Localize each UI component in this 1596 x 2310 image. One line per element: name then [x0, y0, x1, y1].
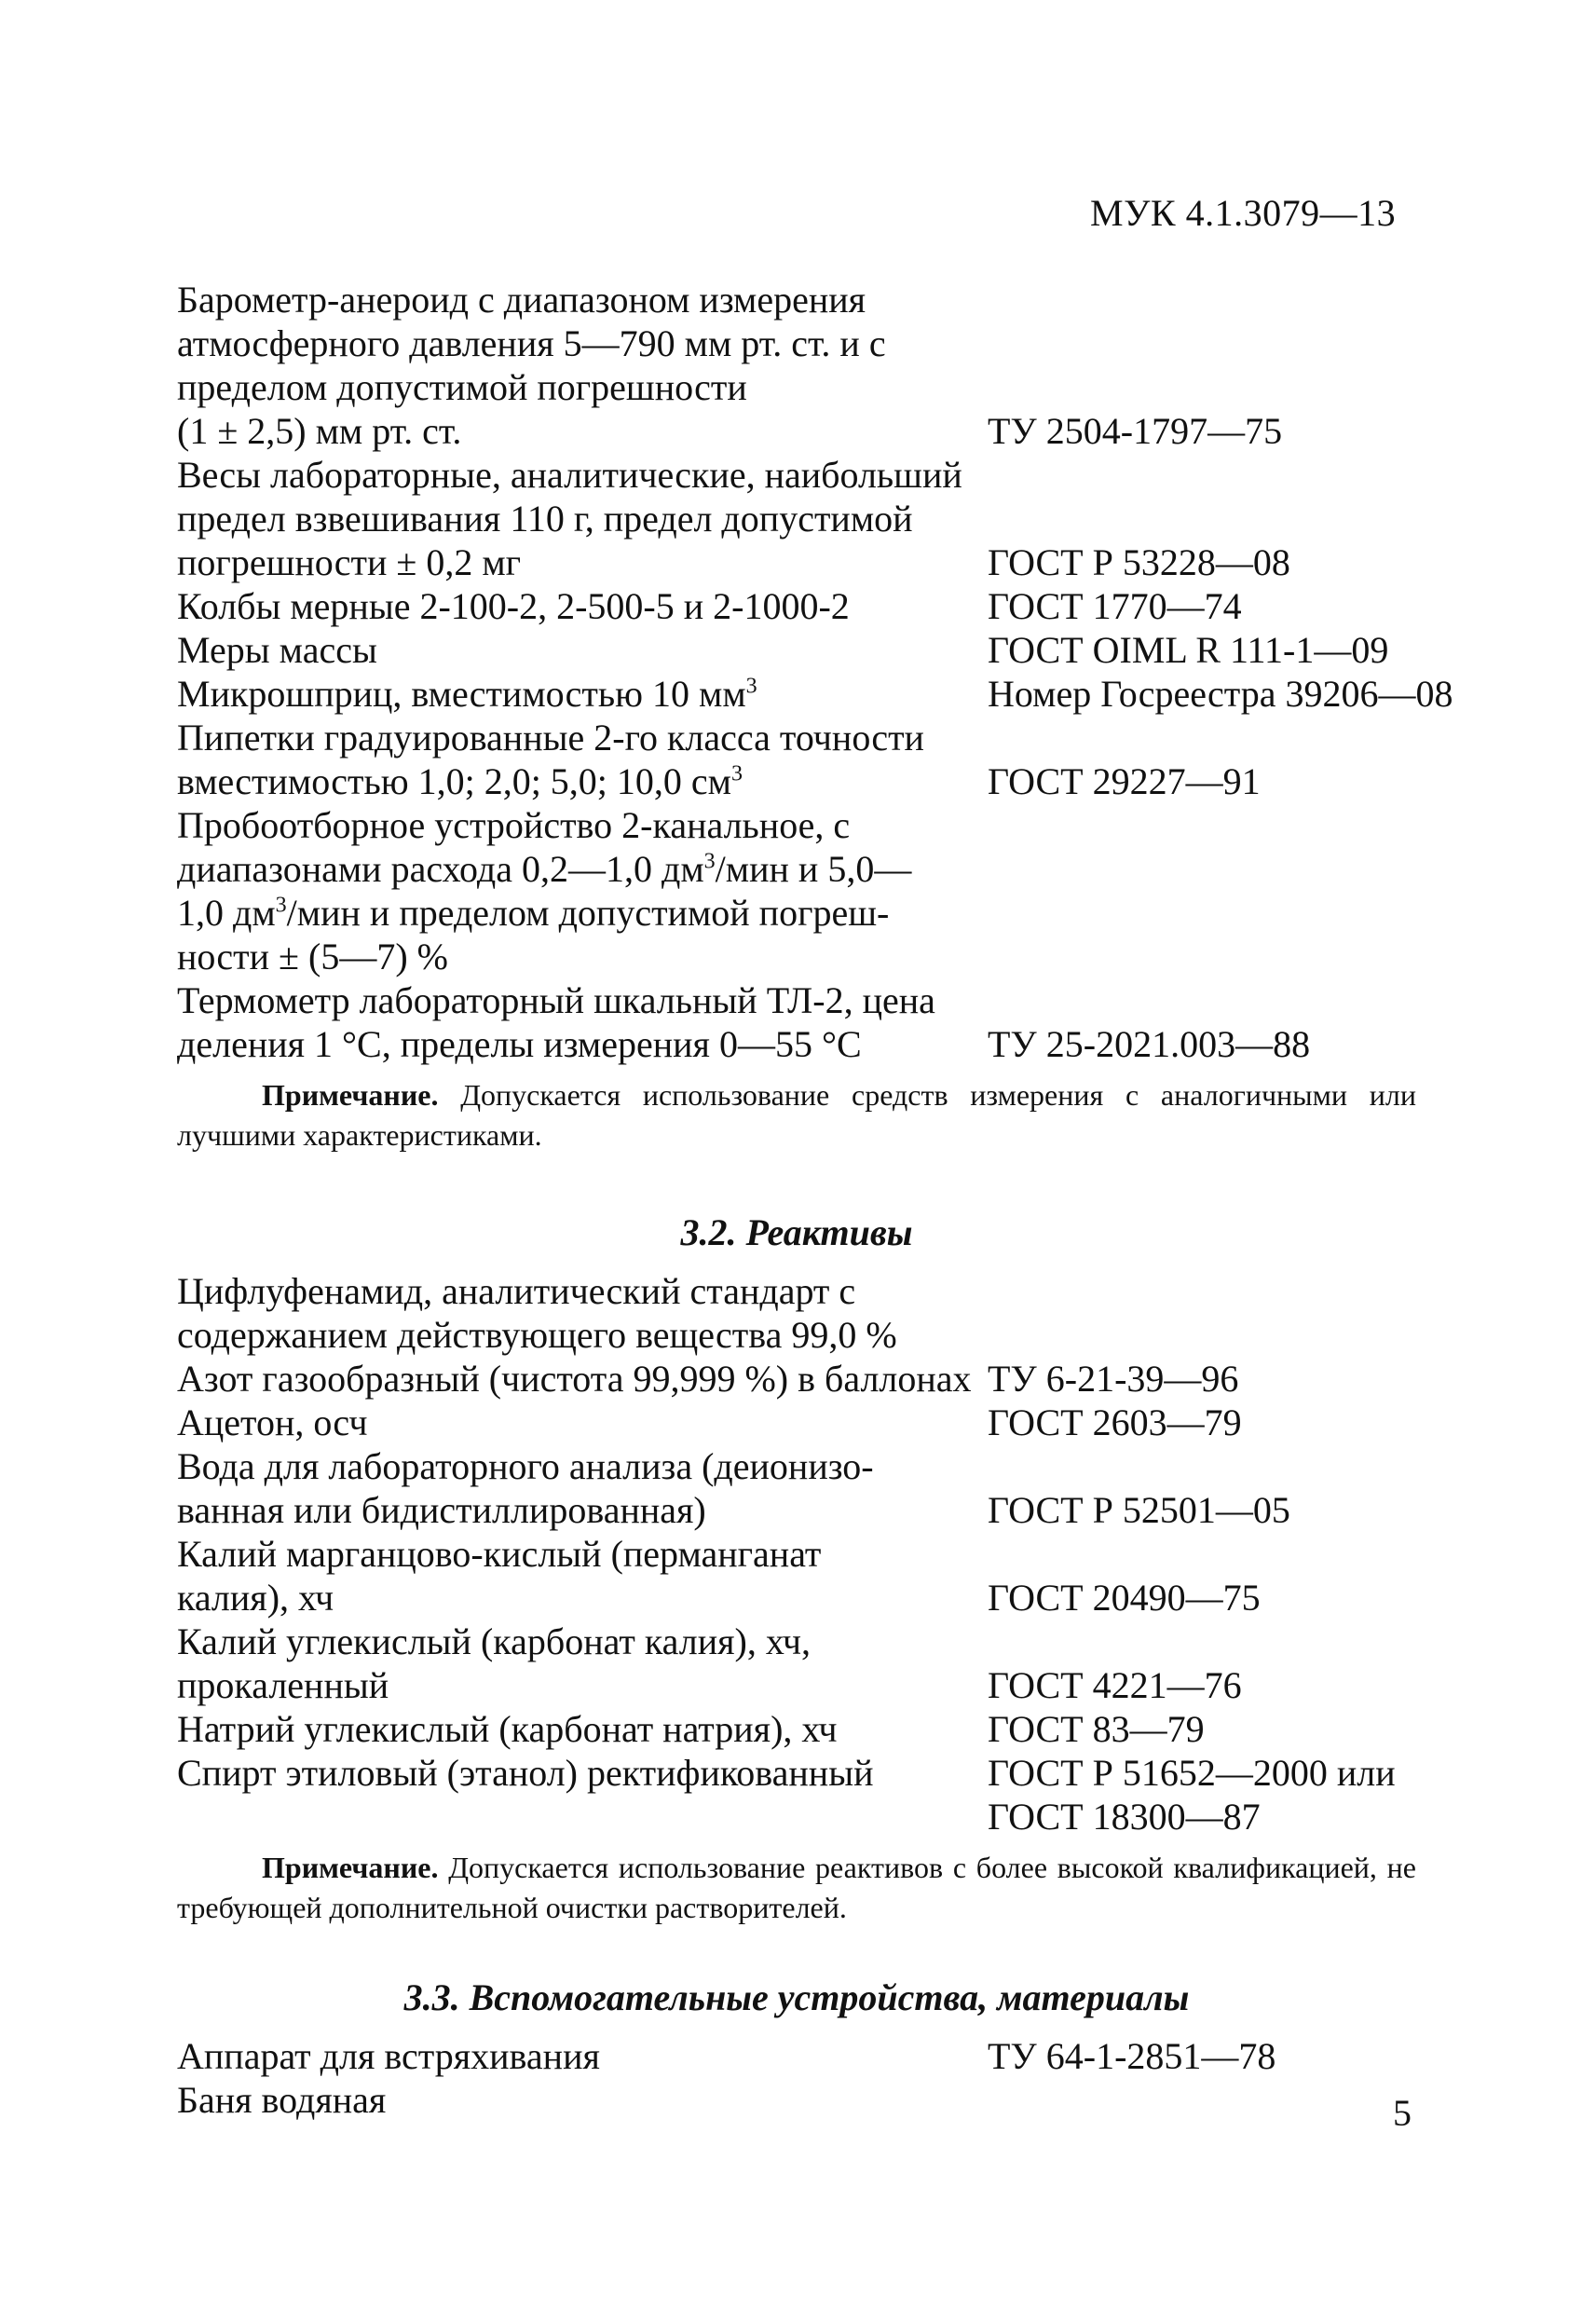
- item-standard-ref: ТУ 64-1-2851—78: [988, 2035, 1276, 2077]
- item-text-line: Спирт этиловый (этанол) ректификованный: [177, 1752, 874, 1794]
- list-item: [177, 278, 1481, 453]
- item-text-line: ванная или бидистиллированная): [177, 1489, 706, 1531]
- note-text: Допускается использование реактивов с более высокой квалификацией, не требующей дополнительной очистки растворителей.: [177, 1851, 1416, 1924]
- document-code-header: МУК 4.1.3079—13: [1090, 192, 1397, 234]
- item-text-line: содержанием действующего вещества 99,0 %: [177, 1314, 897, 1356]
- item-text-line: диапазонами расхода 0,2—1,0 дм: [177, 848, 704, 890]
- item-text-line: Азот газообразный (чистота 99,999 %) в баллонах: [177, 1358, 972, 1400]
- item-text-line: 1,0 дм: [177, 892, 276, 934]
- item-text-line: Термометр лабораторный шкальный ТЛ-2, цена: [177, 979, 935, 1021]
- item-text-line: Аппарат для встряхивания: [177, 2035, 600, 2077]
- item-text-line: ности ± (5—7) %: [177, 936, 448, 977]
- page-number: 5: [1393, 2092, 1412, 2134]
- item-standard-ref: ТУ 2504-1797—75: [988, 410, 1283, 452]
- item-text-line: /мин и пределом допустимой погреш-: [286, 892, 890, 934]
- item-text-line: прокаленный: [177, 1664, 389, 1706]
- list-item: [177, 672, 1481, 716]
- list-item: [177, 1751, 1481, 1838]
- item-standard-ref: ГОСТ OIML R 111-1—09: [988, 629, 1389, 671]
- item-text-line: Меры массы: [177, 629, 377, 671]
- list-item: [177, 2078, 1481, 2122]
- item-text-line: калия), хч: [177, 1577, 334, 1619]
- list-item: [177, 1269, 1481, 1357]
- superscript: 3: [730, 761, 743, 786]
- item-text-line: Колбы мерные 2-100-2, 2-500-5 и 2-1000-2: [177, 585, 850, 627]
- item-text-line: /мин и 5,0—: [715, 848, 912, 890]
- item-standard-ref: ГОСТ 29227—91: [988, 760, 1261, 802]
- item-text-line: Калий углекислый (карбонат калия), хч,: [177, 1620, 811, 1662]
- item-text-line: Пробоотборное устройство 2-канальное, с: [177, 804, 851, 846]
- note-label: Примечание.: [262, 1078, 439, 1112]
- item-text-line: Ацетон, осч: [177, 1401, 368, 1443]
- item-standard-ref: Номер Госреестра 39206—08: [988, 673, 1453, 715]
- section-heading: 3.3. Вспомогательные устройства, материалы: [403, 1976, 1190, 2018]
- list-item: [177, 978, 1481, 1066]
- item-standard-ref: ГОСТ 1770—74: [988, 585, 1242, 627]
- item-text-line: вместимостью 1,0; 2,0; 5,0; 10,0 см: [177, 760, 731, 802]
- superscript: 3: [275, 893, 287, 918]
- item-text-line: Цифлуфенамид, аналитический стандарт с: [177, 1270, 856, 1312]
- item-standard-ref: ГОСТ 4221—76: [988, 1664, 1242, 1706]
- list-item: [177, 1357, 1481, 1401]
- main-content: [177, 278, 1481, 2122]
- list-item: [177, 1620, 1481, 1707]
- list-item: [177, 716, 1481, 803]
- superscript: 3: [703, 849, 716, 874]
- item-standard-ref: ТУ 25-2021.003—88: [988, 1023, 1311, 1065]
- note: [177, 1848, 1416, 1928]
- item-text-line: Пипетки градуированные 2-го класса точности: [177, 717, 924, 759]
- item-text-line: (1 ± 2,5) мм рт. ст.: [177, 410, 462, 452]
- item-text-line: Вода для лабораторного анализа (деионизо-: [177, 1445, 874, 1487]
- note-text: Допускается использование средств измерения с аналогичными или лучшими характеристиками.: [177, 1078, 1416, 1152]
- list-item: [177, 453, 1481, 584]
- item-standard-ref: ГОСТ 83—79: [988, 1708, 1205, 1750]
- item-text-line: Барометр-анероид с диапазоном измерения: [177, 279, 866, 321]
- item-text-line: Баня водяная: [177, 2079, 387, 2121]
- list-item: [177, 584, 1481, 628]
- list-item: [177, 2034, 1481, 2078]
- item-text-line: Весы лабораторные, аналитические, наибольший: [177, 454, 962, 496]
- item-text-line: пределом допустимой погрешности: [177, 366, 747, 408]
- section-heading: 3.2. Реактивы: [680, 1211, 913, 1253]
- list-item: [177, 1401, 1481, 1444]
- item-text-line: атмосферного давления 5—790 мм рт. ст. и с: [177, 322, 886, 364]
- item-text-line: Микрошприц, вместимостью 10 мм: [177, 673, 746, 715]
- item-standard-ref: ГОСТ Р 53228—08: [988, 541, 1290, 583]
- list-item: [177, 1532, 1481, 1620]
- item-standard-ref: ГОСТ Р 51652—2000 или: [988, 1752, 1396, 1794]
- note: [177, 1075, 1416, 1155]
- item-standard-ref: ГОСТ 2603—79: [988, 1401, 1242, 1443]
- list-item: [177, 1707, 1481, 1751]
- item-text-line: деления 1 °С, пределы измерения 0—55 °С: [177, 1023, 862, 1065]
- list-item: [177, 628, 1481, 672]
- item-standard-ref: ГОСТ 20490—75: [988, 1577, 1261, 1619]
- note-label: Примечание.: [262, 1851, 439, 1884]
- item-text-line: Калий марганцово-кислый (перманганат: [177, 1533, 822, 1575]
- item-standard-ref: ГОСТ Р 52501—05: [988, 1489, 1290, 1531]
- item-text-line: Натрий углекислый (карбонат натрия), хч: [177, 1708, 838, 1750]
- item-text-line: погрешности ± 0,2 мг: [177, 541, 522, 583]
- superscript: 3: [745, 674, 757, 699]
- item-standard-ref: ГОСТ 18300—87: [988, 1796, 1261, 1838]
- item-standard-ref: ТУ 6-21-39—96: [988, 1358, 1239, 1400]
- list-item: [177, 803, 1481, 978]
- item-text-line: предел взвешивания 110 г, предел допустимой: [177, 498, 913, 540]
- list-item: [177, 1444, 1481, 1532]
